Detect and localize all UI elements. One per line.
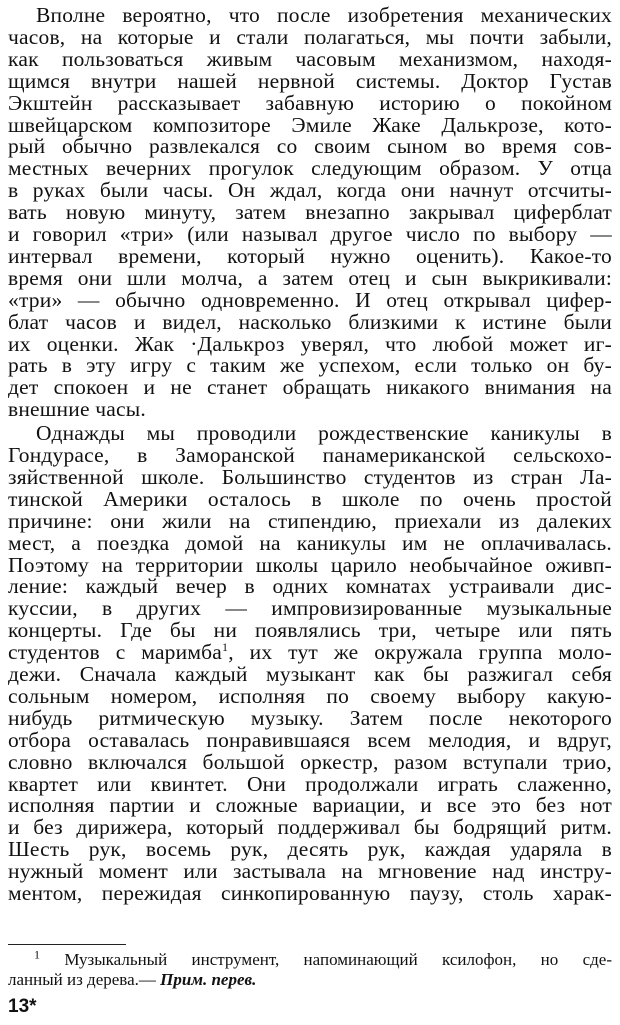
text-line: ление: каждый вечер в одних комнатах устраивали дис-: [8, 574, 612, 599]
text-line: рый обычно развлекался со своим сыном во время сов-: [8, 134, 612, 159]
text-line: Гондурасе, в Заморанской панамериканской сельскохо-: [8, 443, 612, 467]
text-line: и говорил «три» (или называл другое число по выбору —: [8, 222, 612, 246]
text-line: интервал времени, который нужно оценить). Какое-то: [8, 243, 612, 268]
text-line: исполняя партии и сложные вариации, и все это без нот: [8, 793, 612, 818]
text-line: дежи. Сначала каждый музыкант как бы разжигал себя: [8, 662, 612, 686]
text-line: вать новую минуту, затем внезапно закрывал циферблат: [8, 200, 612, 225]
text-line: причине: они жили на стипендию, приехали из далеких: [8, 508, 612, 533]
footnote-divider: [8, 944, 126, 945]
footnote-text: ланный из дерева.—: [8, 970, 161, 989]
text-line: зяйственной школе. Большинство студентов из стран Ла-: [8, 464, 612, 489]
text-line: сольным номером, исполняя по своему выбору какую-: [8, 683, 612, 708]
text-line: блат часов и видел, насколько близкими к истине были: [8, 309, 612, 334]
text-line: ментом, пережидая синкопированную паузу, столь харак-: [8, 881, 612, 905]
text-line: их оценки. Жак ·Далькроз уверял, что любой может иг-: [8, 331, 612, 356]
signature-mark: 13*: [8, 996, 37, 1017]
text-line: Шесть рук, восемь рук, десять рук, каждая ударяла в: [8, 837, 612, 862]
text-line: часов, на которые и стали полагаться, мы почти забыли,: [8, 24, 612, 49]
text-line: мест, а поездка домой на каникулы им не оплачивалась.: [8, 530, 612, 555]
text-fragment: студентов с маримба: [8, 640, 223, 665]
text-line: дет спокоен и не станет обращать никакого внимания на: [8, 375, 612, 400]
text-line: нибудь ритмическую музыку. Затем после некоторого: [8, 705, 612, 730]
text-fragment: , их тут же окружала группа моло-: [228, 640, 612, 665]
text-line: Вполне вероятно, что после изобретения механических: [36, 3, 612, 27]
text-line: рать в эту игру с таким же успехом, если только он бу-: [8, 353, 612, 378]
text-line: Однажды мы проводили рождественские каникулы в: [36, 421, 612, 446]
footnote-reference: 1: [222, 639, 229, 654]
text-line: отбора оставалась понравившаяся всем мелодия, и вдруг,: [8, 727, 612, 752]
text-line-with-footnote: [8, 641, 612, 663]
text-line: Экштейн рассказывает забавную историю о покойном: [8, 90, 612, 115]
footnote-attribution: Прим. перев.: [160, 970, 257, 989]
footnote-text: Музыкальный инструмент, напоминающий ксилофон, но сде-: [40, 950, 612, 969]
text-line: местных вечерних прогулок следующим образом. У отца: [8, 156, 612, 181]
text-line: щимся внутри нашей нервной системы. Доктор Густав: [8, 68, 612, 93]
text-line: и без дирижера, который поддерживал бы бодрящий ритм.: [8, 815, 612, 840]
text-line: внешние часы.: [8, 397, 147, 422]
text-line: в руках были часы. Он ждал, когда они начнут отсчиты-: [8, 178, 612, 203]
text-line: швейцарском композиторе Эмиле Жаке Далькрозе, кото-: [8, 112, 612, 137]
text-line: словно включался большой оркестр, разом вступали трио,: [8, 749, 612, 774]
text-line: Поэтому на территории школы царило необычайное оживп-: [8, 552, 612, 577]
text-line: концерты. Где бы ни появлялись три, четыре или пять: [8, 618, 612, 643]
text-line: «три» — обычно одновременно. И отец открывал цифер-: [8, 287, 612, 312]
text-line: квартет или квинтет. Они продолжали играть слаженно,: [8, 771, 612, 796]
footnote-line: [34, 947, 612, 969]
text-line: тинской Америки осталось в школе по очень простой: [8, 486, 612, 511]
footnote-line: [8, 970, 612, 989]
text-line: как пользоваться живым часовым механизмом, находя-: [8, 46, 612, 71]
footnote-marker: 1: [34, 947, 40, 962]
text-line: куссии, в других — импровизированные музыкальные: [8, 596, 612, 621]
text-line: нужный момент или застывала на мгновение над инстру-: [8, 859, 612, 884]
text-line: время они шли молча, а затем отец и сын выкрикивали:: [8, 265, 612, 290]
